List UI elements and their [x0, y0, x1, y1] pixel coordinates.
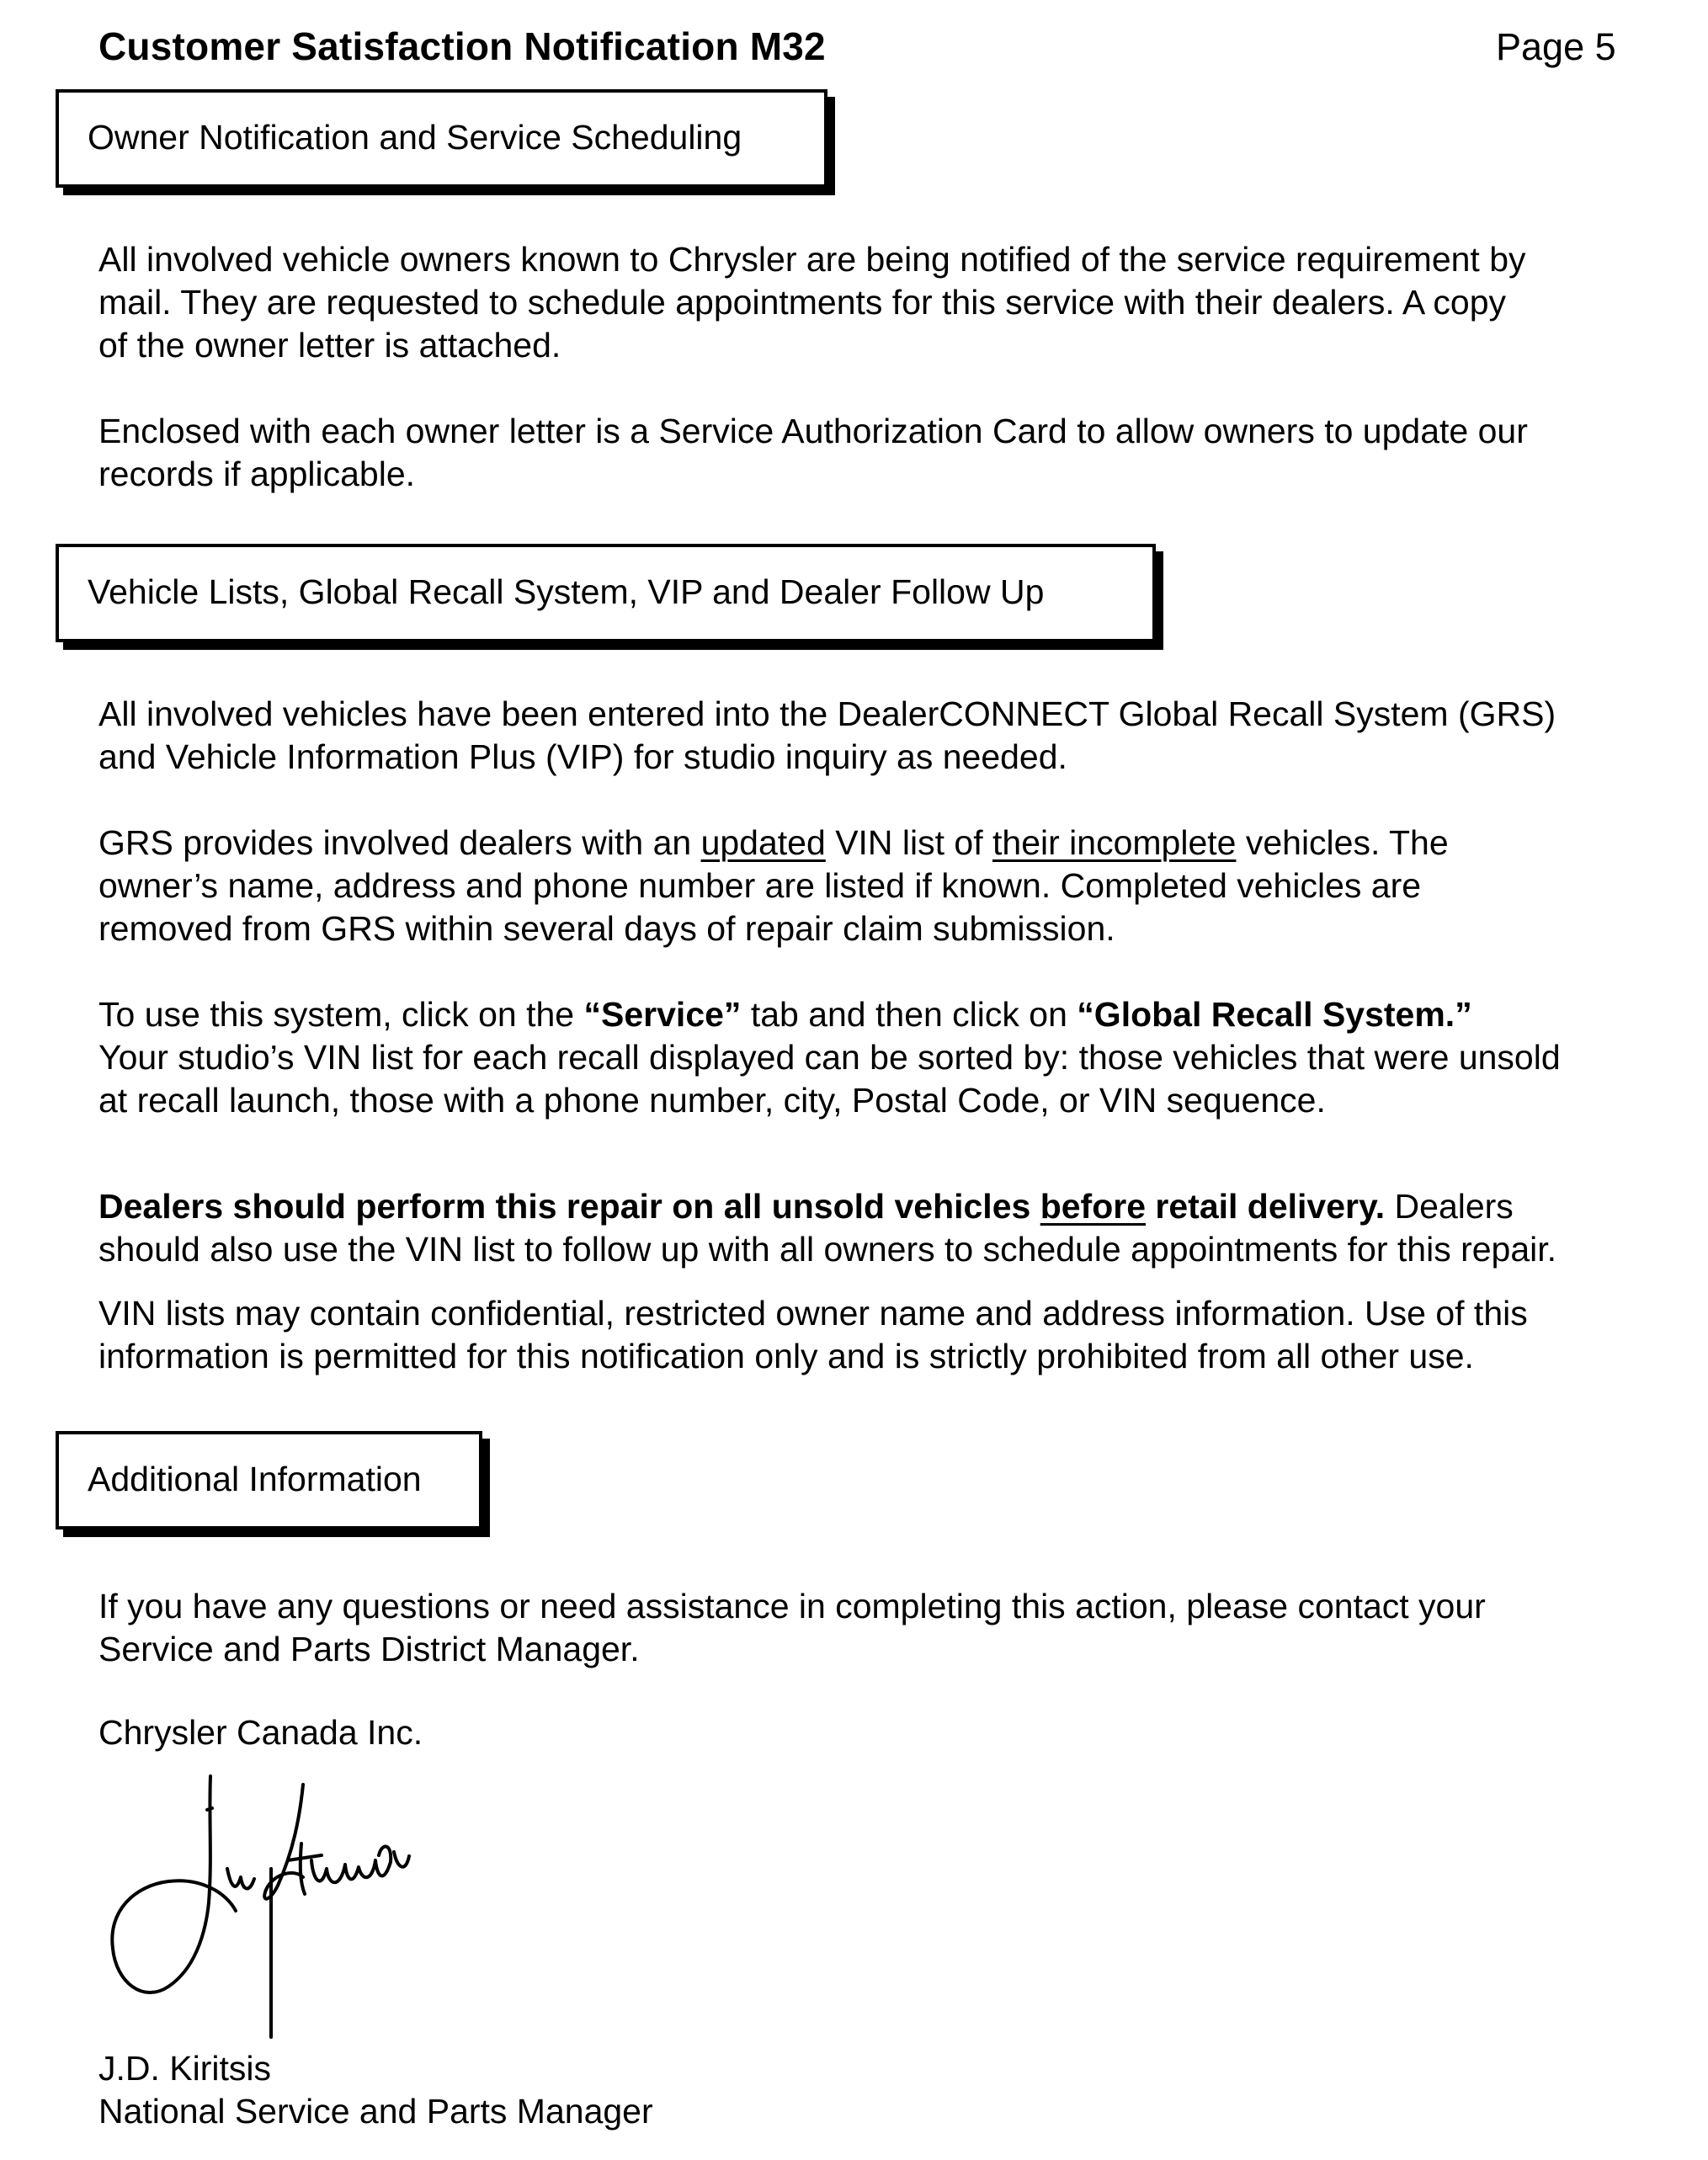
signature-stroke — [301, 1843, 305, 1894]
bold-text: retail delivery. — [1146, 1187, 1386, 1226]
company-name: Chrysler Canada Inc. — [98, 1713, 423, 1752]
section-heading-vehicle-lists — [56, 544, 1156, 642]
signature-stroke — [207, 1808, 212, 1810]
heading-label: Additional Information — [88, 1460, 422, 1498]
text-line: owner’s name, address and phone number are listed if known. Completed vehicles are — [98, 866, 1422, 905]
vehicle-lists-paragraph-5 — [98, 1292, 1528, 1378]
section-heading-additional-information — [56, 1431, 482, 1530]
text-line — [98, 993, 1561, 1036]
signature-block — [98, 2047, 653, 2133]
text-line: Your studio’s VIN list for each recall displayed can be sorted by: those vehicles that were unsold — [98, 1038, 1561, 1077]
text-line — [98, 1185, 1556, 1228]
signature-image — [101, 1768, 421, 2046]
section-heading-owner-notification — [56, 89, 827, 188]
page-number: Page 5 — [1496, 25, 1616, 68]
text-line: and Vehicle Information Plus (VIP) for studio inquiry as needed. — [98, 737, 1067, 776]
bold-text: “Service” — [583, 995, 742, 1034]
text-line: All involved vehicles have been entered into the DealerCONNECT Global Recall System (GRS) — [98, 694, 1556, 733]
vehicle-lists-paragraph-1 — [98, 693, 1556, 779]
signature-stroke — [311, 1847, 391, 1883]
text-run: Dealers — [1385, 1187, 1514, 1226]
signature-stroke — [227, 1869, 254, 1889]
text-line: mail. They are requested to schedule appointments for this service with their dealers. A copy — [98, 283, 1507, 322]
text-run: GRS provides involved dealers with an — [98, 823, 701, 862]
vehicle-lists-paragraph-3 — [98, 993, 1561, 1122]
text-line: information is permitted for this notification only and is strictly prohibited from all other use. — [98, 1337, 1474, 1375]
text-run: tab and then click on — [741, 995, 1077, 1034]
additional-information-paragraph — [98, 1585, 1486, 1671]
text-line: VIN lists may contain confidential, restricted owner name and address information. Use of this — [98, 1294, 1528, 1333]
bold-text: “Global Recall System.” — [1077, 995, 1472, 1034]
signature-stroke — [112, 1776, 236, 1992]
owner-notification-paragraph-1 — [98, 238, 1526, 367]
signature-stroke — [394, 1852, 409, 1867]
signer-name: J.D. Kiritsis — [98, 2049, 271, 2088]
text-line: Enclosed with each owner letter is a Service Authorization Card to allow owners to update our — [98, 412, 1528, 450]
text-line — [98, 822, 1449, 865]
text-line: should also use the VIN list to follow up with all owners to schedule appointments for this repair. — [98, 1230, 1557, 1269]
document-title: Customer Satisfaction Notification M32 — [98, 24, 826, 68]
text-line: If you have any questions or need assistance in completing this action, please contact your — [98, 1587, 1486, 1625]
signer-title: National Service and Parts Manager — [98, 2092, 653, 2131]
underlined-text: their incomplete — [992, 823, 1237, 862]
text-run: VIN list of — [825, 823, 993, 862]
text-line: records if applicable. — [98, 455, 416, 493]
heading-label: Vehicle Lists, Global Recall System, VIP and Dealer Follow Up — [88, 572, 1045, 611]
signature-stroke — [288, 1855, 322, 1860]
text-line: Service and Parts District Manager. — [98, 1630, 640, 1668]
text-line: removed from GRS within several days of repair claim submission. — [98, 909, 1115, 948]
underlined-text: updated — [700, 823, 826, 862]
text-line: at recall launch, those with a phone number, city, Postal Code, or VIN sequence. — [98, 1081, 1326, 1120]
vehicle-lists-paragraph-2 — [98, 822, 1449, 950]
vehicle-lists-paragraph-4 — [98, 1185, 1556, 1271]
bold-underlined-text: before — [1040, 1187, 1147, 1226]
text-line: of the owner letter is attached. — [98, 326, 561, 364]
heading-label: Owner Notification and Service Scheduling — [88, 118, 742, 157]
text-run: To use this system, click on the — [98, 995, 584, 1034]
bold-text: Dealers should perform this repair on all unsold vehicles — [98, 1187, 1040, 1226]
text-run: vehicles. The — [1236, 823, 1449, 862]
signature-stroke — [264, 1785, 303, 1899]
owner-notification-paragraph-2 — [98, 410, 1528, 496]
text-line: All involved vehicle owners known to Chrysler are being notified of the service requirement by — [98, 240, 1526, 279]
